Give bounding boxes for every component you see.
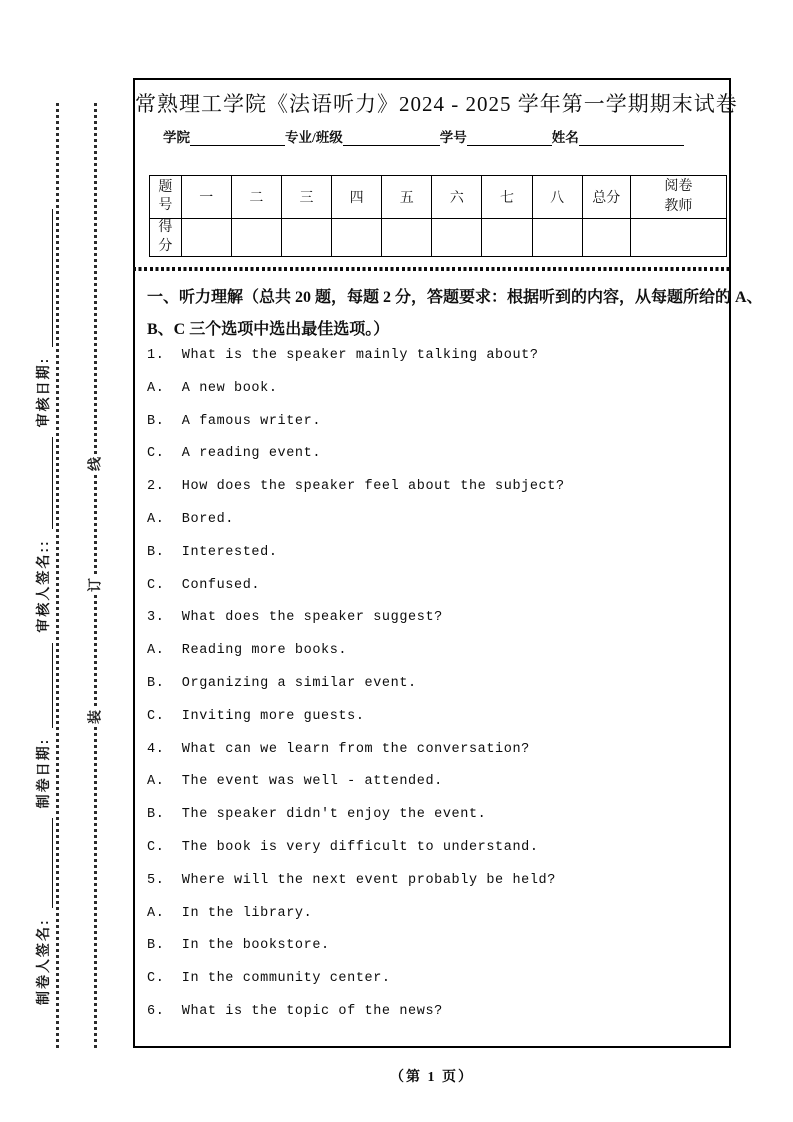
question-stem: 4. What can we learn from the conversation?	[147, 741, 530, 757]
col-header: 六	[432, 176, 482, 219]
score-cell	[181, 219, 231, 257]
col-header: 二	[231, 176, 281, 219]
score-cell	[482, 219, 532, 257]
question-stem: 3. What does the speaker suggest?	[147, 610, 443, 626]
question-option: C. A reading event.	[147, 446, 322, 462]
score-row-label-cell: 得分	[150, 219, 182, 257]
corner-cell: 题号	[150, 176, 182, 219]
student-info-row	[163, 126, 715, 146]
major-class-label: 专业/班级	[285, 130, 343, 145]
signature-column	[27, 155, 53, 1005]
question-option: A. The event was well - attended.	[147, 774, 443, 790]
binding-line-char: 线	[83, 455, 107, 474]
col-header-total: 总分	[582, 176, 630, 219]
review-date-line	[37, 209, 53, 347]
questions-area	[147, 340, 723, 1029]
binding-line-char: 订	[83, 576, 107, 595]
score-cell	[532, 219, 582, 257]
question-option: B. In the bookstore.	[147, 938, 330, 954]
score-cell	[231, 219, 281, 257]
score-cell	[332, 219, 382, 257]
exam-title: 常熟理工学院《法语听力》2024 - 2025 学年第一学期期末试卷	[135, 92, 738, 116]
section-heading	[147, 282, 763, 346]
name-label: 姓名	[551, 130, 579, 145]
section-heading-line2: B、C 三个选项中选出最佳选项。）	[147, 321, 390, 338]
col-header: 七	[482, 176, 532, 219]
exam-content-box	[133, 78, 763, 1048]
score-table-score-row	[150, 219, 727, 257]
reviewer-signature-line	[37, 437, 53, 529]
binding-line-char: 装	[83, 708, 107, 727]
question-stem: 5. Where will the next event probably be held?	[147, 872, 556, 888]
question-option: C. The book is very difficult to understand.	[147, 839, 539, 855]
col-header-grader: 阅卷教师	[630, 176, 726, 219]
col-header: 八	[532, 176, 582, 219]
dotted-separator	[133, 267, 731, 271]
question-stem: 1. What is the speaker mainly talking about?	[147, 348, 539, 363]
question-option: C. In the community center.	[147, 971, 391, 987]
reviewer-signature-label: 审核人签名::	[35, 539, 51, 633]
student-id-field-line	[467, 131, 552, 146]
maker-signature-line	[37, 818, 53, 908]
question-option: B. Organizing a similar event.	[147, 675, 417, 691]
name-field-line	[579, 131, 684, 146]
score-cell	[432, 219, 482, 257]
col-header: 一	[181, 176, 231, 219]
score-cell	[382, 219, 432, 257]
col-header: 五	[382, 176, 432, 219]
question-option: A. In the library.	[147, 905, 313, 921]
score-cell-grader	[630, 219, 726, 257]
binding-dotted-line-inner	[56, 103, 59, 1048]
question-option: C. Confused.	[147, 577, 261, 593]
question-option: B. The speaker didn't enjoy the event.	[147, 807, 487, 823]
maker-signature-label: 制卷人签名:	[35, 918, 51, 1005]
question-option: A. A new book.	[147, 380, 278, 396]
section-heading-line1: 一、听力理解（总共 20 题，每题 2 分，答题要求：根据听到的内容，从每题所给的 A、	[147, 289, 763, 306]
page-number: （第 1 页）	[390, 1070, 474, 1085]
question-option: B. A famous writer.	[147, 413, 322, 429]
question-option: A. Reading more books.	[147, 643, 348, 659]
score-cell	[281, 219, 331, 257]
maker-date-line	[37, 643, 53, 728]
question-stem: 6. What is the topic of the news?	[147, 1003, 443, 1019]
question-option: A. Bored.	[147, 511, 235, 527]
maker-date-label: 制卷日期:	[35, 737, 51, 809]
question-stem: 2. How does the speaker feel about the subject?	[147, 479, 565, 495]
score-table-header-row	[150, 176, 727, 219]
col-header: 三	[281, 176, 331, 219]
student-id-label: 学号	[439, 130, 467, 145]
major-class-field-line	[343, 131, 440, 146]
question-option: C. Inviting more guests.	[147, 708, 365, 724]
question-option: B. Interested.	[147, 544, 278, 560]
college-label: 学院	[163, 130, 190, 145]
review-date-label: 审核日期:	[35, 356, 51, 428]
college-field-line	[190, 131, 285, 146]
score-cell-total	[582, 219, 630, 257]
col-header: 四	[332, 176, 382, 219]
score-table	[149, 175, 727, 257]
